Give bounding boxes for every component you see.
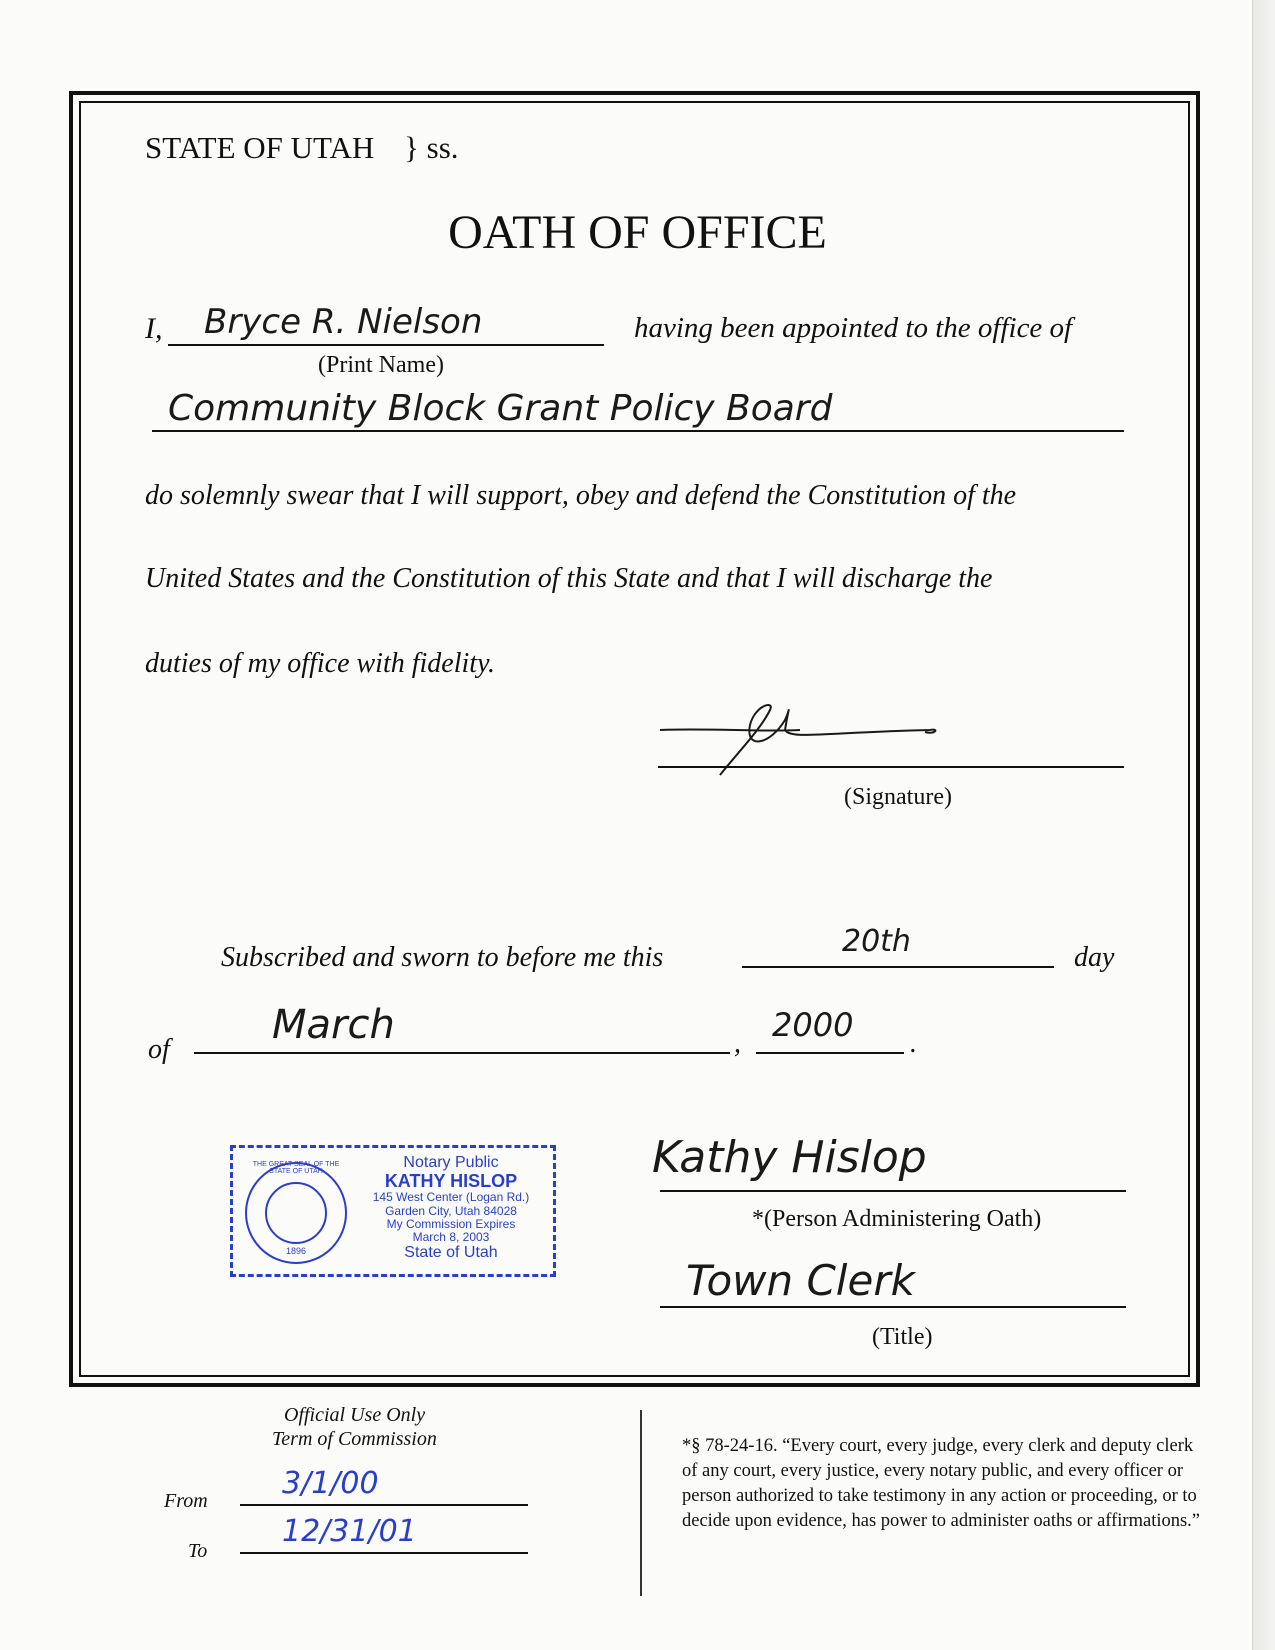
i-prefix: I, xyxy=(145,312,163,345)
signature-line xyxy=(658,766,1124,768)
notary-expires: March 8, 2003 xyxy=(412,1229,490,1244)
appointed-text: having been appointed to the office of xyxy=(634,312,1073,344)
term-heading: Term of Commission xyxy=(272,1428,437,1450)
day-suffix: day xyxy=(1074,942,1115,973)
title-line xyxy=(660,1306,1126,1308)
year-value: 2000 xyxy=(772,1006,854,1044)
year-line xyxy=(756,1006,904,1054)
office-line xyxy=(152,390,1124,432)
administrator-label: *(Person Administering Oath) xyxy=(752,1206,1042,1232)
notary-name: KATHY HISLOP xyxy=(384,1170,518,1191)
to-line xyxy=(240,1514,528,1554)
state-name: STATE OF UTAH xyxy=(145,130,375,165)
office-value: Community Block Grant Policy Board xyxy=(168,388,833,429)
notary-state: State of Utah xyxy=(404,1244,498,1262)
administrator-line xyxy=(660,1190,1126,1192)
title-value: Town Clerk xyxy=(686,1256,915,1305)
footer-divider xyxy=(640,1410,642,1596)
oath-signature-scribble xyxy=(650,690,950,790)
name-value: Bryce R. Nielson xyxy=(204,302,483,342)
oath-line-1: do solemnly swear that I will support, obey and defend the Constitution of the xyxy=(145,480,1017,511)
day-value: 20th xyxy=(842,924,911,959)
from-line xyxy=(240,1466,528,1506)
title-label: (Title) xyxy=(872,1324,933,1350)
print-name-label: (Print Name) xyxy=(318,352,444,378)
sworn-prefix: Subscribed and sworn to before me this xyxy=(221,942,664,973)
oath-line-2: United States and the Constitution of this State and that I will discharge the xyxy=(145,563,993,594)
signature-label: (Signature) xyxy=(844,784,952,810)
notary-stamp xyxy=(230,1145,556,1277)
to-label: To xyxy=(188,1540,208,1562)
notary-address-1: 145 West Center (Logan Rd.) xyxy=(372,1190,530,1205)
date-comma: , xyxy=(734,1028,741,1059)
day-line xyxy=(742,924,1054,968)
month-value: March xyxy=(272,1002,395,1048)
ss-mark: } ss. xyxy=(404,130,459,165)
notary-public-label: Notary Public xyxy=(403,1154,499,1171)
document-title: OATH OF OFFICE xyxy=(448,206,827,259)
state-seal-icon xyxy=(245,1162,347,1264)
seal-text: THE GREAT SEAL OF THE STATE OF UTAH xyxy=(252,1161,340,1175)
state-heading xyxy=(145,130,459,166)
from-value: 3/1/00 xyxy=(282,1466,379,1501)
notary-stamp-text xyxy=(351,1154,551,1262)
notary-address-2: Garden City, Utah 84028 xyxy=(385,1203,517,1218)
to-value: 12/31/01 xyxy=(282,1514,417,1549)
month-line xyxy=(194,1002,730,1054)
statute-footnote: *§ 78-24-16. “Every court, every judge, every clerk and deputy clerk of any court, every justice, every notary public, and every officer or person authorized to take testimony in any action or proceeding, or to decide upon evidence, has power to administer oaths or affirmations.” xyxy=(682,1436,1201,1531)
official-use-heading: Official Use Only xyxy=(284,1404,426,1426)
date-period: . xyxy=(910,1028,917,1059)
oath-line-3: duties of my office with fidelity. xyxy=(145,648,495,679)
of-label: of xyxy=(148,1034,170,1065)
seal-year: 1896 xyxy=(285,1246,307,1256)
administrator-signature: Kathy Hislop xyxy=(652,1132,927,1183)
from-label: From xyxy=(164,1490,208,1512)
name-line xyxy=(168,300,604,346)
notary-commission-label: My Commission Expires xyxy=(386,1216,516,1231)
